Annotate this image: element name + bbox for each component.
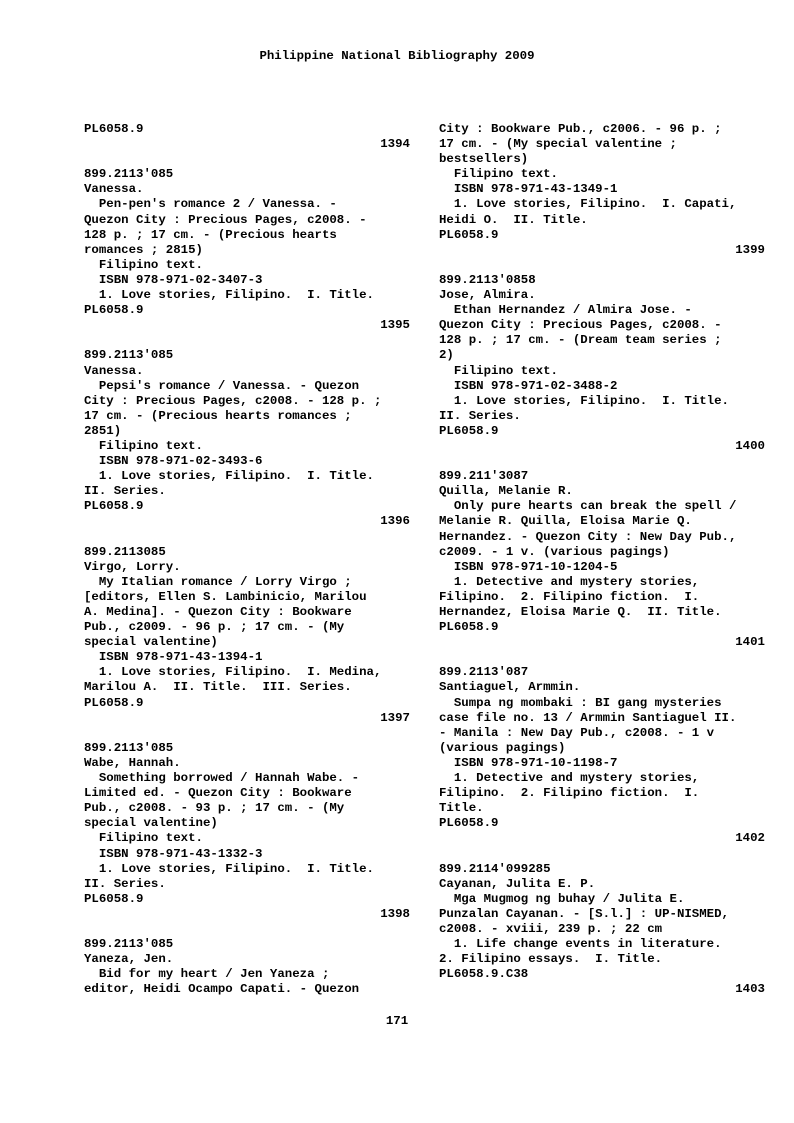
entry-line: Wabe, Hannah. — [84, 755, 181, 770]
entry-line: ISBN 978-971-10-1204-5 — [439, 559, 618, 574]
entry-separator — [439, 454, 765, 469]
entry-separator — [84, 333, 410, 348]
entry-line: PL6058.9 — [84, 499, 144, 514]
entry-line: case file no. 13 / Armmin Santiaguel II. — [439, 710, 737, 725]
entry-number: 1395 — [380, 318, 410, 333]
entry-number: 1403 — [735, 982, 765, 997]
bib-entry — [84, 741, 410, 922]
entry-line: PL6058.9 — [439, 816, 499, 831]
entry-line: City : Bookware Pub., c2006. - 96 p. ; — [439, 122, 722, 136]
entry-line: City : Precious Pages, c2008. - 128 p. ; — [84, 393, 382, 408]
entry-line: Bid for my heart / Jen Yaneza ; — [84, 967, 330, 982]
entry-line: ISBN 978-971-43-1349-1 — [439, 182, 618, 197]
bib-entry — [439, 862, 765, 998]
entry-line: ISBN 978-971-43-1332-3 — [84, 846, 263, 861]
entry-line: Limited ed. - Quezon City : Bookware — [84, 786, 352, 801]
entry-line: 17 cm. - (Precious hearts romances ; — [84, 408, 352, 423]
entry-line: My Italian romance / Lorry Virgo ; — [84, 574, 352, 589]
entry-line: Something borrowed / Hannah Wabe. - — [84, 771, 360, 786]
entry-line: 2) — [439, 348, 454, 363]
entry-line: Filipino text. — [439, 167, 558, 182]
entry-line: PL6058.9 — [84, 122, 144, 136]
entry-line: ISBN 978-971-43-1394-1 — [84, 650, 263, 665]
entry-line: 128 p. ; 17 cm. - (Dream team series ; — [439, 333, 722, 348]
entry-line: 1. Detective and mystery stories, — [439, 771, 700, 786]
entry-line: PL6058.9 — [84, 695, 144, 710]
entry-line: II. Series. — [84, 484, 166, 499]
entry-line: Hernandez. - Quezon City : New Day Pub., — [439, 529, 737, 544]
entry-line: ISBN 978-971-02-3407-3 — [84, 272, 263, 287]
bib-entry — [84, 348, 410, 529]
entry-number: 1398 — [380, 906, 410, 921]
entry-line: Filipino. 2. Filipino fiction. I. — [439, 589, 700, 604]
entry-line: 899.2113'085 — [84, 937, 174, 952]
entry-line: Quezon City : Precious Pages, c2008. - — [439, 318, 722, 333]
entry-line: 899.2113'087 — [439, 665, 529, 680]
entry-line: Vanessa. — [84, 182, 144, 197]
entry-line: c2008. - xviii, 239 p. ; 22 cm — [439, 921, 663, 936]
entry-line: Pen-pen's romance 2 / Vanessa. - — [84, 197, 337, 212]
entry-separator — [84, 922, 410, 937]
entry-line: 2. Filipino essays. I. Title. — [439, 952, 663, 967]
right-column — [439, 122, 765, 997]
entry-line: 1. Love stories, Filipino. I. Medina, — [84, 665, 382, 680]
bib-entry — [439, 469, 765, 650]
entry-line: Hernandez, Eloisa Marie Q. II. Title. — [439, 605, 722, 619]
entry-line: Melanie R. Quilla, Eloisa Marie Q. — [439, 514, 692, 529]
entry-line: Quezon City : Precious Pages, c2008. - — [84, 212, 367, 227]
entry-line: Only pure hearts can break the spell / — [439, 499, 737, 514]
entry-number: 1399 — [735, 242, 765, 257]
entry-line: Vanessa. — [84, 363, 144, 378]
page-header: Philippine National Bibliography 2009 — [259, 49, 535, 63]
entry-line: 1. Love stories, Filipino. I. Title. — [84, 288, 374, 303]
entry-line: 1. Love stories, Filipino. I. Title. — [439, 393, 729, 408]
entry-separator — [84, 530, 410, 545]
entry-line: 899.2113085 — [84, 544, 166, 559]
entry-line: Filipino. 2. Filipino fiction. I. — [439, 786, 700, 801]
entry-line: ISBN 978-971-02-3493-6 — [84, 454, 263, 469]
entry-line: II. Series. — [84, 876, 166, 891]
entry-line: PL6058.9 — [439, 227, 499, 242]
entry-line: 17 cm. - (My special valentine ; — [439, 137, 677, 152]
entry-line: Filipino text. — [84, 438, 203, 453]
entry-line: Filipino text. — [439, 363, 558, 378]
entry-line: 899.211'3087 — [439, 469, 529, 484]
entry-line: PL6058.9 — [84, 891, 144, 906]
entry-line: Marilou A. II. Title. III. Series. — [84, 680, 352, 695]
entry-line: 899.2114'099285 — [439, 861, 551, 876]
entry-number: 1401 — [735, 635, 765, 650]
entry-separator — [439, 258, 765, 273]
entry-line: PL6058.9 — [439, 423, 499, 438]
entry-separator — [439, 847, 765, 862]
entry-number: 1396 — [380, 514, 410, 529]
entry-line: Quilla, Melanie R. — [439, 484, 573, 499]
entry-line: PL6058.9 — [439, 620, 499, 635]
entry-line: 899.2113'085 — [84, 740, 174, 755]
entry-line: ISBN 978-971-10-1198-7 — [439, 755, 618, 770]
entry-line: II. Series. — [439, 408, 521, 423]
bib-entry — [84, 937, 410, 997]
entry-number: 1400 — [735, 438, 765, 453]
entry-separator — [439, 650, 765, 665]
entry-number: 1394 — [380, 137, 410, 152]
entry-number: 1402 — [735, 831, 765, 846]
entry-line: 1. Love stories, Filipino. I. Title. — [84, 469, 374, 484]
entry-line: Pepsi's romance / Vanessa. - Quezon — [84, 378, 360, 393]
entry-line: 128 p. ; 17 cm. - (Precious hearts — [84, 227, 337, 242]
entry-line: 1. Love stories, Filipino. I. Capati, — [439, 197, 737, 212]
bib-entry — [84, 122, 410, 152]
entry-line: Title. — [439, 801, 484, 816]
entry-line: Heidi O. II. Title. — [439, 212, 588, 227]
entry-line: Filipino text. — [84, 831, 203, 846]
entry-line: Santiaguel, Armmin. — [439, 680, 581, 695]
entry-line: ISBN 978-971-02-3488-2 — [439, 378, 618, 393]
left-column — [84, 122, 410, 997]
entry-number: 1397 — [380, 710, 410, 725]
entry-line: romances ; 2815) — [84, 242, 203, 257]
entry-line: special valentine) — [84, 635, 218, 650]
entry-line: 1. Life change events in literature. — [439, 937, 722, 952]
entry-line: Virgo, Lorry. — [84, 559, 181, 574]
bib-entry — [439, 665, 765, 846]
entry-line: Cayanan, Julita E. P. — [439, 876, 596, 891]
bib-entry — [439, 122, 765, 258]
bib-entry — [84, 545, 410, 726]
entry-line: Yaneza, Jen. — [84, 952, 174, 967]
entry-line: 899.2113'085 — [84, 348, 174, 363]
bib-entry — [439, 273, 765, 454]
entry-line: Mga Mugmog ng buhay / Julita E. — [439, 891, 685, 906]
entry-line: - Manila : New Day Pub., c2008. - 1 v — [439, 725, 715, 740]
entry-line: PL6058.9 — [84, 303, 144, 318]
entry-line: special valentine) — [84, 816, 218, 831]
entry-line: Filipino text. — [84, 257, 203, 272]
entry-line: bestsellers) — [439, 152, 529, 167]
entry-line: (various pagings) — [439, 740, 566, 755]
entry-line: A. Medina]. - Quezon City : Bookware — [84, 605, 352, 619]
entry-line: 1. Love stories, Filipino. I. Title. — [84, 861, 374, 876]
page-number: 171 — [385, 1014, 409, 1028]
bib-entry — [84, 167, 410, 333]
entry-line: 899.2113'085 — [84, 167, 174, 182]
entry-separator — [84, 152, 410, 167]
entry-separator — [84, 726, 410, 741]
entry-line: 1. Detective and mystery stories, — [439, 574, 700, 589]
entry-line: PL6058.9.C38 — [439, 967, 529, 982]
entry-line: Pub., c2009. - 96 p. ; 17 cm. - (My — [84, 620, 345, 635]
entry-line: Ethan Hernandez / Almira Jose. - — [439, 303, 692, 318]
entry-line: 899.2113'0858 — [439, 272, 536, 287]
entry-line: c2009. - 1 v. (various pagings) — [439, 544, 670, 559]
entry-line: editor, Heidi Ocampo Capati. - Quezon — [84, 982, 360, 997]
entry-line: Sumpa ng mombaki : BI gang mysteries — [439, 695, 722, 710]
entry-line: [editors, Ellen S. Lambinicio, Marilou — [84, 589, 367, 604]
entry-line: Jose, Almira. — [439, 288, 536, 303]
entry-line: Pub., c2008. - 93 p. ; 17 cm. - (My — [84, 801, 345, 816]
entry-line: Punzalan Cayanan. - [S.l.] : UP-NISMED, — [439, 906, 729, 921]
entry-line: 2851) — [84, 423, 122, 438]
